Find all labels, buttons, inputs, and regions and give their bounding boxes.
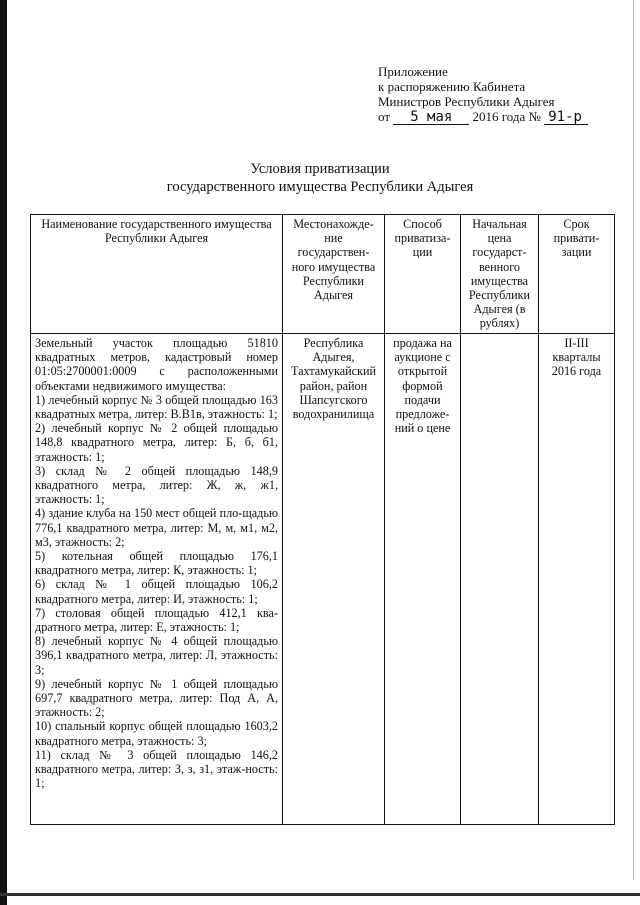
property-item-6: 6) склад № 1 общей площадью 106,2 квадратного метра, литер: И, этажность: 1; (35, 577, 278, 606)
property-item-10: 10) спальный корпус общей площадью 1603,2 квадратного метра, этажность: 3; (35, 719, 278, 748)
property-item-11: 11) склад № 3 общей площадью 146,2 квадратного метра, литер: З, з, з1, этаж-ность: 1; (35, 747, 278, 791)
property-item-5: 5) котельная общей площадью 176,1 квадратного метра, литер: К, этажность: 1; (35, 549, 278, 578)
table-row (31, 334, 615, 825)
header-location: Местонахожде-ние государствен-ного имущества Республики Адыгея (283, 215, 385, 334)
cell-term: II-III кварталы 2016 года (539, 334, 615, 825)
scan-edge-left (0, 0, 7, 905)
appendix-line-2: к распоряжению Кабинета (378, 79, 526, 94)
appendix-date-handwritten: 5 мая (393, 111, 469, 125)
appendix-number-handwritten: 91-р (544, 111, 588, 125)
property-item-1: 1) лечебный корпус № 3 общей площадью 163 квадратных метра, литер: В.В1в, этажность: 1; (35, 392, 278, 422)
property-lead-text: Земельный участок площадью 51810 квадратных метров, кадастровый номер 01:05:2700001:0009 с расположенными объектами недвижимого имущества: (35, 336, 278, 393)
appendix-line-1: Приложение (378, 64, 448, 79)
property-item-8: 8) лечебный корпус № 4 общей площадью 396,1 квадратного метра, литер: Л, этажность: 3; (35, 634, 278, 677)
appendix-year-label: 2016 года № (472, 109, 541, 124)
property-item-3: 3) склад № 2 общей площадью 148,9 квадратного метра, литер: Ж, ж, ж1, этажность: 1; (35, 463, 278, 507)
header-term: Срок привати-зации (539, 215, 615, 334)
header-method: Способ приватиза-ции (385, 215, 461, 334)
property-item-2: 2) лечебный корпус № 2 общей площадью 148,8 квадратного метра, литер: Б, б, б1, этажность: 1; (35, 421, 278, 464)
cell-initial-price (461, 334, 539, 825)
document-title-line-1: Условия приватизации (250, 161, 390, 177)
property-item-4: 4) здание клуба на 150 мест общей пло-щадью 776,1 квадратного метра, литер: М, м, м1, м2, м3, этажность: 2; (35, 506, 278, 549)
appendix-line-3: Министров Республики Адыгея (378, 94, 555, 109)
cell-property-description (31, 334, 283, 825)
table-header-row (31, 215, 615, 334)
header-property-name: Наименование государственного имущества Республики Адыгея (31, 215, 283, 334)
appendix-from-label: от (378, 109, 391, 124)
document-title-line-2: государственного имущества Республики Адыгея (166, 179, 474, 195)
header-initial-price: Начальная цена государст-венного имущества Республики Адыгея (в рублях) (461, 215, 539, 334)
appendix-date-line (378, 109, 588, 125)
cell-method: продажа на аукционе с открытой формой подачи предложе-ний о цене (385, 334, 461, 825)
privatization-conditions-table (30, 214, 615, 825)
property-item-9: 9) лечебный корпус № 1 общей площадью 697,7 квадратного метра, литер: Под А, А, этажность: 2; (35, 676, 278, 720)
scan-edge-bottom (0, 893, 640, 896)
property-item-7: 7) столовая общей площадью 412,1 ква-дратного метра, литер: Е, этажность: 1; (35, 605, 278, 635)
appendix-header (378, 64, 588, 125)
cell-location: Республика Адыгея, Тахтамукайский район, район Шапсугского водохранилища (283, 334, 385, 825)
scan-edge-right (633, 0, 634, 880)
